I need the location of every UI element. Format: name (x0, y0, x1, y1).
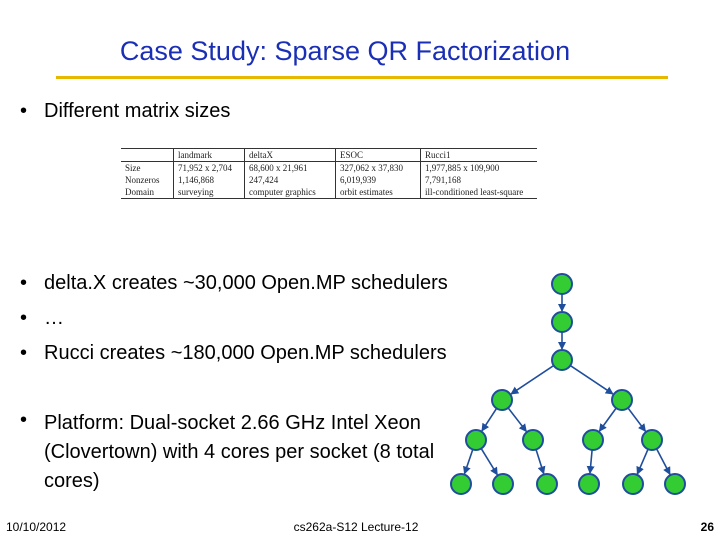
table-header-cell: deltaX (245, 149, 336, 162)
tree-node (493, 474, 513, 494)
table-cell: 327,062 x 37,830 (336, 162, 421, 175)
tree-edge-arrow (599, 408, 616, 431)
slide-title: Case Study: Sparse QR Factorization (119, 36, 571, 66)
tree-node (642, 430, 662, 450)
tree-node (665, 474, 685, 494)
table-header-cell: Rucci1 (421, 149, 538, 162)
tree-edge-arrow (508, 408, 526, 431)
table-cell: 1,977,885 x 109,900 (425, 163, 500, 173)
bullet-text: Rucci creates ~180,000 Open.MP schedulers (44, 342, 447, 364)
tree-node (583, 430, 603, 450)
tree-node (466, 430, 486, 450)
bullet-text: delta.X creates ~30,000 Open.MP schedulers (44, 272, 448, 294)
tree-edge-arrow (570, 366, 613, 394)
table-cell: 7,791,168 (425, 175, 461, 185)
footer-date: 10/10/2012 (6, 520, 67, 534)
tree-node (451, 474, 471, 494)
tree-node (623, 474, 643, 494)
tree-edge-arrow (590, 450, 592, 473)
tree-edge-arrow (511, 366, 554, 394)
bullet-dot: • (20, 307, 28, 329)
footer-course: cs262a-S12 Lecture-12 (293, 520, 419, 534)
table-cell: ill-conditioned least-square (421, 186, 538, 199)
bullet-text: … (44, 307, 64, 329)
tree-edge-arrow (536, 450, 544, 474)
table-cell: 1,146,868 (174, 174, 245, 186)
tree-node (612, 390, 632, 410)
tree-edge-arrow (482, 408, 497, 430)
table-cell: 68,600 x 21,961 (245, 162, 336, 175)
tree-node (492, 390, 512, 410)
table-cell: Nonzeros (121, 174, 174, 186)
tree-edge-arrow (628, 408, 645, 431)
tree-node (537, 474, 557, 494)
bullet-dot: • (20, 342, 28, 364)
tree-edge-arrow (637, 449, 648, 474)
tree-node (552, 274, 572, 294)
bullet-text: Platform: Dual-socket 2.66 GHz Intel Xeon (Clovertown) with 4 cores per socket (8 total cores) (44, 412, 435, 492)
table-cell: 71,952 x 2,704 (174, 162, 245, 175)
table-header-cell: landmark (174, 149, 245, 162)
bullet-dot: • (20, 100, 28, 122)
bullet-dot: • (20, 409, 28, 431)
tree-edge-arrow (481, 449, 497, 475)
table-cell: computer graphics (245, 186, 336, 199)
table-header-cell: ESOC (336, 149, 421, 162)
tree-nodes (451, 274, 685, 494)
table-cell: Size (121, 162, 174, 175)
tree-node (552, 312, 572, 332)
table-cell: surveying (174, 186, 245, 199)
table-cell: 6,019,939 (336, 174, 421, 186)
tree-node (579, 474, 599, 494)
tree-node (523, 430, 543, 450)
table-cell: orbit estimates (336, 186, 421, 199)
tree-edge-arrow (465, 449, 473, 473)
tree-edge-arrow (657, 449, 670, 474)
bullet-dot: • (20, 272, 28, 294)
bullet-text: Different matrix sizes (44, 100, 231, 122)
footer-page-number: 26 (700, 520, 714, 534)
table-cell: 247,424 (245, 174, 336, 186)
tree-node (552, 350, 572, 370)
table-cell: Domain (121, 186, 174, 199)
